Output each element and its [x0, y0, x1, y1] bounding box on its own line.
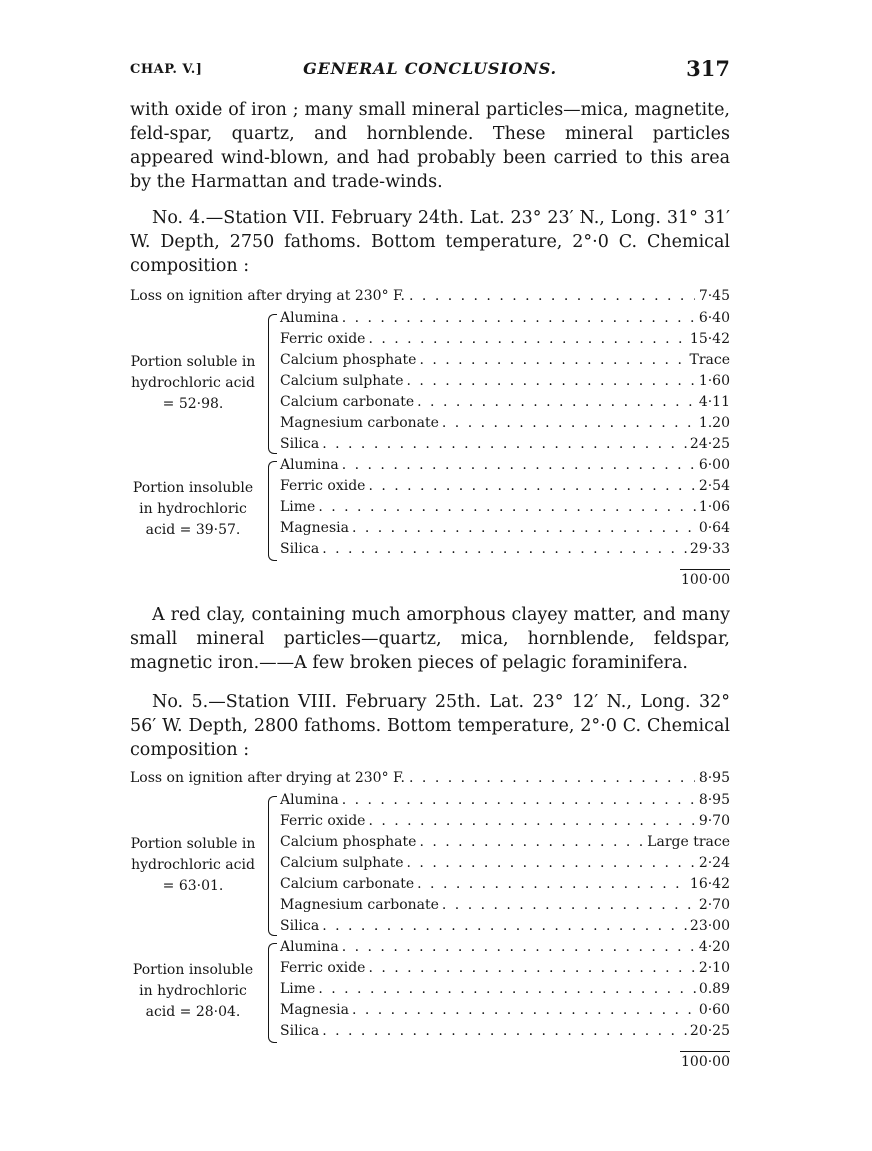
list-item: Ferric oxide . . . 15·42	[280, 331, 730, 352]
list-item: Ferric oxide . . . 9·70	[280, 813, 730, 834]
brace	[268, 314, 277, 454]
group-label: Portion soluble in hydrochloric acid = 52·98.	[130, 354, 256, 412]
chapter-label: CHAP. V.]	[130, 62, 203, 77]
brace	[268, 461, 277, 561]
list-item: Calcium carbonate . . . 16·42	[280, 876, 730, 897]
running-title: GENERAL CONCLUSIONS.	[303, 59, 557, 78]
loss-value: 7·45	[698, 288, 730, 304]
list-item: Ferric oxide . . . 2·54	[280, 478, 730, 499]
list-item: Magnesium carbonate . . . 2·70	[280, 897, 730, 918]
total-rule	[680, 569, 730, 570]
list-item: Calcium phosphate . . . Large trace	[280, 834, 730, 855]
page-number: 317	[686, 56, 730, 81]
list-item: Lime . . . 0.89	[280, 981, 730, 1002]
list-item: Silica . . . 23·00	[280, 918, 730, 939]
list-item: Lime . . . 1·06	[280, 499, 730, 520]
total-rule	[680, 1051, 730, 1052]
loss-label: Loss on ignition after drying at 230° F.	[130, 288, 406, 304]
page-header	[130, 56, 730, 84]
list-item: Calcium sulphate . . . 1·60	[280, 373, 730, 394]
list-item: Magnesia . . . 0·60	[280, 1002, 730, 1023]
group-label: Portion soluble in hydrochloric acid = 63·01.	[130, 836, 256, 894]
list-item: Silica . . . 20·25	[280, 1023, 730, 1044]
list-item: Alumina . . . 6·40	[280, 310, 730, 331]
sample4-heading: No. 4.—Station VII. February 24th. Lat. 23° 23′ N., Long. 31° 31′ W. Depth, 2750 fathoms. Bottom temperature, 2°·0 C. Chemical composition :	[130, 208, 730, 276]
sample4-description: A red clay, containing much amorphous clayey matter, and many small mineral particles—quartz, mica, hornblende, feldspar, magnetic iron.——A few broken pieces of pelagic foraminifera.	[130, 605, 730, 673]
list-item: Calcium sulphate . . . 2·24	[280, 855, 730, 876]
list-item: Silica . . . 24·25	[280, 436, 730, 457]
list-item: Alumina . . . 6·00	[280, 457, 730, 478]
brace	[268, 796, 277, 936]
group-label: Portion insoluble in hydrochloric acid = 39·57.	[132, 480, 254, 538]
sample5-heading: No. 5.—Station VIII. February 25th. Lat. 23° 12′ N., Long. 32° 56′ W. Depth, 2800 fathoms. Bottom temperature, 2°·0 C. Chemical composition :	[130, 692, 730, 760]
intro-paragraph: with oxide of iron ; many small mineral particles—mica, magnetite, feld-spar, quartz, and hornblende. These mineral particles appeared wind-blown, and had probably been carried to this area by the Harmattan and trade-winds.	[130, 100, 730, 192]
brace	[268, 943, 277, 1043]
list-item: Calcium phosphate . . . Trace	[280, 352, 730, 373]
list-item: Calcium carbonate . . . 4·11	[280, 394, 730, 415]
sample4-total: 100·00	[681, 572, 730, 588]
list-item: Alumina . . . 4·20	[280, 939, 730, 960]
loss-value: 8·95	[698, 770, 730, 786]
sample5-loss-row	[130, 770, 730, 791]
list-item: Ferric oxide . . . 2·10	[280, 960, 730, 981]
list-item: Magnesia . . . 0·64	[280, 520, 730, 541]
list-item: Alumina . . . 8·95	[280, 792, 730, 813]
list-item: Magnesium carbonate . . . 1.20	[280, 415, 730, 436]
sample4-loss-row	[130, 288, 730, 309]
group-label: Portion insoluble in hydrochloric acid = 28·04.	[132, 962, 254, 1020]
sample5-soluble-group	[130, 792, 730, 940]
sample5-total: 100·00	[681, 1054, 730, 1070]
list-item: Silica . . . 29·33	[280, 541, 730, 562]
sample4-insoluble-group	[130, 457, 730, 565]
sample4-soluble-group	[130, 310, 730, 458]
loss-label: Loss on ignition after drying at 230° F.	[130, 770, 406, 786]
sample5-insoluble-group	[130, 939, 730, 1047]
